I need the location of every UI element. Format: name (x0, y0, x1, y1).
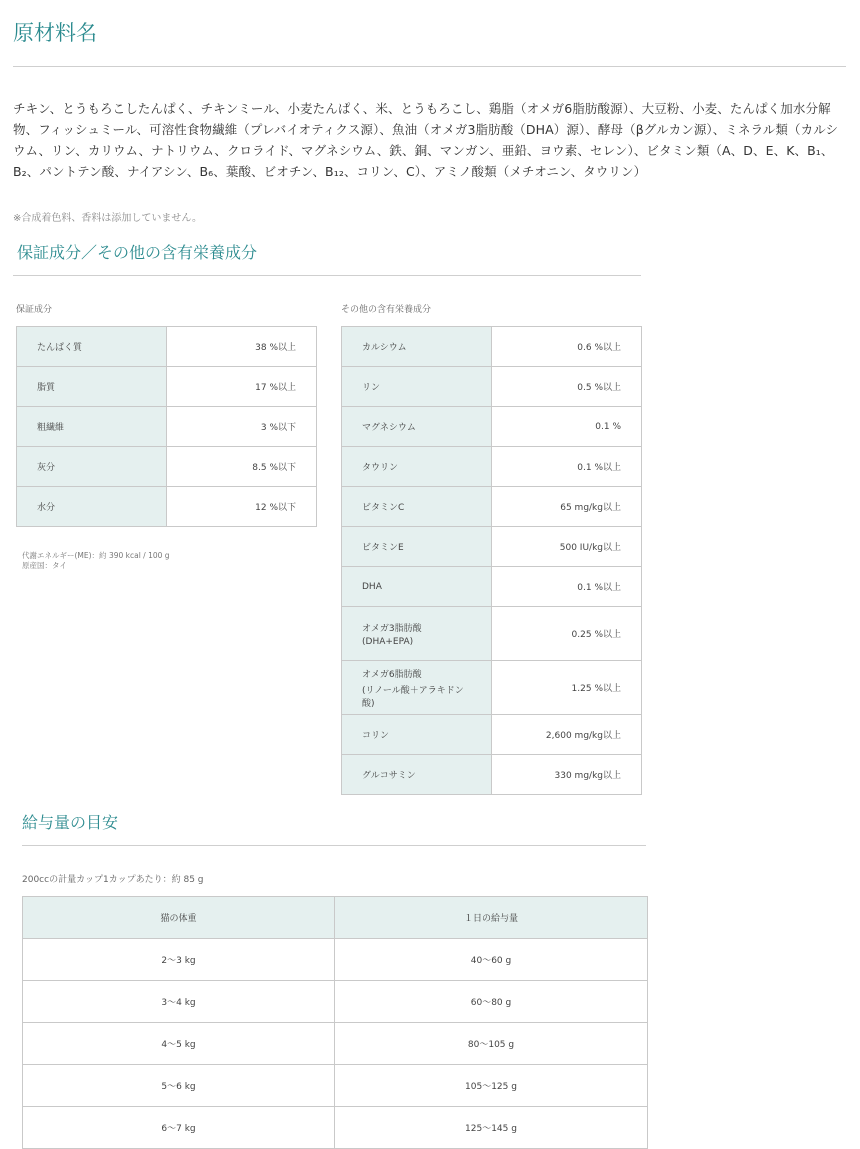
nutrient-value: 0.1 % (492, 407, 642, 447)
daily-amount: 125〜145 g (335, 1107, 648, 1149)
feeding-row (23, 981, 648, 1023)
feeding-title: 給与量の目安 (22, 813, 119, 832)
nutrient-row (17, 487, 317, 527)
header-daily-amount: １日の給与量 (335, 897, 648, 939)
nutrient-row (342, 607, 642, 661)
nutrient-name (342, 487, 492, 527)
other-nutrients-table (341, 326, 642, 795)
nutrient-name (342, 567, 492, 607)
nutrient-row (17, 327, 317, 367)
nutrient-name-line: リン (362, 383, 381, 393)
nutrient-name: たんぱく質 (17, 327, 167, 367)
nutrient-row (342, 487, 642, 527)
ingredients-text: チキン、とうもろこしたんぱく、チキンミール、小麦たんぱく、米、とうもろこし、鶏脂（オメガ6脂肪酸源）、大豆粉、小麦、たんぱく加水分解物、フィッシュミール、可溶性食物繊維（プレバイオティクス源）、魚油（オメガ3脂肪酸（DHA）源）、酵母（βグルカン源）、ミネラル類（カルシウム、リン、カリウム、ナトリウム、クロライド、マグネシウム、鉄、銅、マンガン、亜鉛、ヨウ素、セレン）、ビタミン類（A、D、E、K、B₁、B₂、パントテン酸、ナイアシン、B₆、葉酸、ビオチン、B₁₂、コリン、C）、アミノ酸類（メチオニン、タウリン） (13, 101, 839, 179)
guaranteed-table (16, 326, 317, 527)
nutrient-name (342, 367, 492, 407)
nutrient-value: 0.1 %以上 (492, 447, 642, 487)
nutrient-value: 500 IU/kg以上 (492, 527, 642, 567)
nutrient-name-subline: (DHA+EPA) (362, 636, 414, 647)
nutrient-value: 12 %以下 (167, 487, 317, 527)
nutrient-value: 8.5 %以下 (167, 447, 317, 487)
nutrient-row (342, 755, 642, 795)
nutrient-name-line: タウリン (362, 463, 399, 473)
nutrient-value: 3 %以下 (167, 407, 317, 447)
cat-weight: 3〜4 kg (23, 981, 335, 1023)
nutrient-value: 1.25 %以上 (492, 661, 642, 715)
nutrient-value: 0.6 %以上 (492, 327, 642, 367)
nutrient-name-line: ビタミンE (362, 543, 404, 553)
additives-note: ※合成着色料、香料は添加していません。 (13, 213, 202, 224)
nutrient-value: 0.1 %以上 (492, 567, 642, 607)
nutrient-name (342, 607, 492, 661)
feeding-header-row (23, 897, 648, 939)
nutrient-value: 330 mg/kg以上 (492, 755, 642, 795)
ingredients-divider (13, 66, 846, 67)
nutrient-name (342, 407, 492, 447)
cup-note: 200ccの計量カップ1カップあたり：約 85 g (22, 875, 204, 885)
nutrient-name (342, 755, 492, 795)
nutrient-name: 脂質 (17, 367, 167, 407)
nutrient-row (342, 661, 642, 715)
nutrition-title: 保証成分／その他の含有栄養成分 (17, 243, 258, 262)
nutrient-name (342, 527, 492, 567)
header-cat-weight: 猫の体重 (23, 897, 335, 939)
nutrient-row (342, 327, 642, 367)
origin-footnote: 原産国：タイ (22, 561, 67, 570)
daily-amount: 60〜80 g (335, 981, 648, 1023)
nutrient-name-line: カルシウム (362, 343, 407, 353)
nutrient-name-line: オメガ6脂肪酸 (362, 669, 422, 680)
nutrient-name-line: グルコサミン (362, 771, 416, 781)
cat-weight: 5〜6 kg (23, 1065, 335, 1107)
energy-footnote: 代謝エネルギー(ME)：約 390 kcal / 100 g (22, 551, 170, 560)
feeding-row (23, 1107, 648, 1149)
cat-weight: 2〜3 kg (23, 939, 335, 981)
nutrient-name (342, 661, 492, 715)
nutrient-name-line: オメガ3脂肪酸 (362, 623, 422, 634)
nutrition-divider (13, 275, 641, 276)
feeding-row (23, 1065, 648, 1107)
nutrient-name-line: マグネシウム (362, 423, 416, 433)
nutrient-row (17, 447, 317, 487)
feeding-table (22, 896, 648, 1149)
guaranteed-label: 保証成分 (16, 305, 53, 315)
nutrient-row (342, 567, 642, 607)
feeding-row (23, 939, 648, 981)
daily-amount: 80〜105 g (335, 1023, 648, 1065)
nutrient-row (342, 715, 642, 755)
cat-weight: 4〜5 kg (23, 1023, 335, 1065)
nutrient-name-line: コリン (362, 731, 390, 741)
nutrient-name (342, 447, 492, 487)
feeding-row (23, 1023, 648, 1065)
nutrient-row (342, 407, 642, 447)
nutrient-value: 0.25 %以上 (492, 607, 642, 661)
nutrient-name: 粗繊維 (17, 407, 167, 447)
nutrient-name: 灰分 (17, 447, 167, 487)
nutrient-row (342, 447, 642, 487)
daily-amount: 40〜60 g (335, 939, 648, 981)
nutrient-name (342, 327, 492, 367)
feeding-divider (22, 845, 646, 846)
nutrient-row (17, 367, 317, 407)
nutrient-row (342, 367, 642, 407)
daily-amount: 105〜125 g (335, 1065, 648, 1107)
nutrient-value: 2,600 mg/kg以上 (492, 715, 642, 755)
nutrient-row (17, 407, 317, 447)
nutrient-name: 水分 (17, 487, 167, 527)
nutrient-value: 17 %以上 (167, 367, 317, 407)
nutrient-name (342, 715, 492, 755)
nutrient-value: 38 %以上 (167, 327, 317, 367)
ingredients-title: 原材料名 (13, 21, 97, 45)
other-nutrients-label: その他の含有栄養成分 (341, 305, 432, 315)
nutrient-name-line: ビタミンC (362, 503, 405, 513)
nutrient-value: 65 mg/kg以上 (492, 487, 642, 527)
nutrient-name-subline: (リノール酸＋アラキドン酸) (362, 685, 464, 709)
nutrient-value: 0.5 %以上 (492, 367, 642, 407)
nutrient-name-line: DHA (362, 581, 382, 592)
cat-weight: 6〜7 kg (23, 1107, 335, 1149)
nutrient-row (342, 527, 642, 567)
